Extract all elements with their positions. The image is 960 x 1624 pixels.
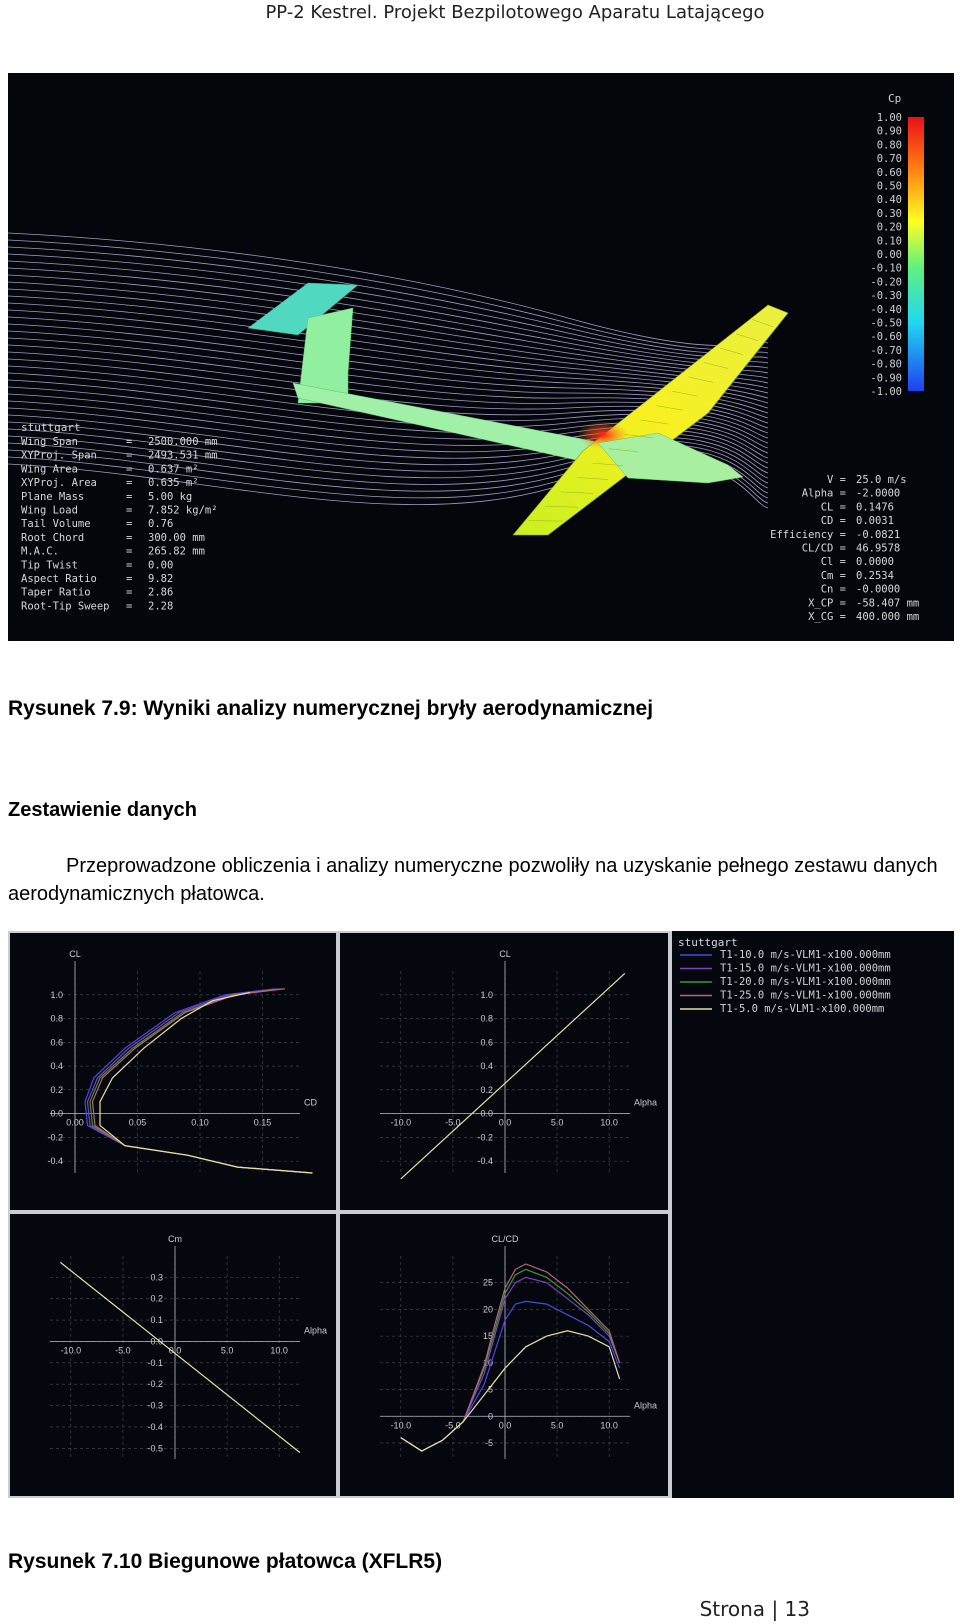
param-label: XYProj. Area xyxy=(21,477,97,490)
param-value: 265.82 mm xyxy=(148,545,205,558)
param-label: Tail Volume xyxy=(21,518,91,531)
x-tick-label: 0.10 xyxy=(191,1117,209,1128)
y-tick-label: -5 xyxy=(484,1437,493,1448)
param-label: Wing Load xyxy=(21,504,78,517)
y-tick-label: -0.4 xyxy=(47,1156,63,1167)
result-label: X_CP = xyxy=(808,597,846,610)
y-axis-label: CL xyxy=(69,949,81,959)
param-equals: = xyxy=(126,449,133,462)
streamline xyxy=(8,282,768,378)
polar-legend xyxy=(672,931,954,1498)
x-tick-label: 5.0 xyxy=(550,1420,564,1431)
param-equals: = xyxy=(126,531,133,544)
result-value: 0.1476 xyxy=(856,501,894,514)
result-label: X_CG = xyxy=(808,611,846,623)
cp-legend-value: -0.90 xyxy=(870,372,902,385)
param-label: Wing Area xyxy=(21,463,78,476)
paragraph-text: Przeprowadzone obliczenia i analizy numeryczne pozwoliły na uzyskanie pełnego zestawu danych aerodynamicznych płatowca. xyxy=(8,855,938,905)
param-label: M.A.C. xyxy=(21,545,59,558)
param-equals: = xyxy=(126,600,133,613)
plane-name: stuttgart xyxy=(21,421,81,434)
result-label: Efficiency = xyxy=(770,528,846,541)
x-tick-label: -10.0 xyxy=(390,1117,412,1128)
chart-background xyxy=(340,1214,668,1496)
plane-parameters xyxy=(21,436,218,612)
result-label: V = xyxy=(827,474,846,486)
param-value: 2500.000 mm xyxy=(148,436,218,448)
x-tick-label: 0.0 xyxy=(168,1345,182,1356)
result-value: 0.2534 xyxy=(856,569,894,582)
y-tick-label: -0.5 xyxy=(147,1443,163,1454)
polar-chart-4 xyxy=(340,1214,668,1496)
x-tick-label: -10.0 xyxy=(390,1420,412,1431)
x-tick-label: 0.0 xyxy=(498,1420,512,1431)
result-value: 25.0 m/s xyxy=(856,474,907,486)
cp-legend-value: -0.40 xyxy=(870,303,902,316)
y-tick-label: 0.0 xyxy=(150,1336,163,1347)
figure1-caption: Rysunek 7.9: Wyniki analizy numerycznej bryły aerodynamicznej xyxy=(8,697,654,720)
x-tick-label: 10.0 xyxy=(270,1345,288,1356)
cp-legend-value: -0.50 xyxy=(870,317,902,330)
y-axis-label: CL/CD xyxy=(491,1234,519,1244)
param-equals: = xyxy=(126,545,133,558)
cp-legend-value: 0.40 xyxy=(876,194,902,207)
chart-background xyxy=(340,933,668,1210)
param-value: 0.635 m² xyxy=(148,477,199,490)
y-tick-label: -0.2 xyxy=(477,1132,493,1143)
param-label: XYProj. Span xyxy=(21,449,97,462)
result-value: 400.000 mm xyxy=(856,611,920,623)
param-label: Tip Twist xyxy=(21,559,78,572)
param-value: 2.86 xyxy=(148,586,174,599)
param-value: 0.76 xyxy=(148,518,174,531)
polar-chart-1 xyxy=(10,933,336,1210)
cp-color-bar xyxy=(908,117,924,391)
y-tick-label: -0.3 xyxy=(147,1400,163,1411)
cp-legend-value: 0.20 xyxy=(876,221,902,234)
y-tick-label: 0.0 xyxy=(480,1108,493,1119)
streamline xyxy=(8,317,768,403)
x-tick-label: 0.05 xyxy=(128,1117,147,1128)
x-axis-label: CD xyxy=(304,1097,317,1108)
result-value: 0.0031 xyxy=(856,515,894,528)
legend-entry: T1-25.0 m/s-VLM1-x100.000mm xyxy=(720,989,891,1002)
result-value: -2.0000 xyxy=(856,487,901,500)
result-label: Alpha = xyxy=(801,487,846,500)
param-label: Wing Span xyxy=(21,436,78,448)
x-tick-label: 0.00 xyxy=(66,1117,84,1128)
result-label: Cn = xyxy=(820,583,846,596)
y-tick-label: 0.1 xyxy=(150,1315,163,1326)
param-equals: = xyxy=(126,477,133,490)
footer-separator: | xyxy=(771,1597,779,1621)
result-label: Cm = xyxy=(820,569,846,582)
x-tick-label: -5.0 xyxy=(445,1420,461,1431)
y-tick-label: 0 xyxy=(487,1411,493,1422)
flight-results xyxy=(770,474,919,623)
y-tick-label: 10 xyxy=(482,1357,493,1368)
y-tick-label: 0.2 xyxy=(480,1084,493,1095)
cp-legend-value: -0.30 xyxy=(870,290,902,303)
param-value: 2.28 xyxy=(148,600,174,613)
result-value: -58.407 mm xyxy=(856,597,920,610)
x-tick-label: 0.0 xyxy=(498,1117,512,1128)
polar-charts xyxy=(8,931,954,1498)
cp-legend-value: 0.00 xyxy=(876,249,902,261)
y-tick-label: 15 xyxy=(482,1331,493,1342)
y-tick-label: -0.2 xyxy=(47,1132,63,1143)
result-label: CL = xyxy=(820,501,846,514)
cp-legend-value: -0.80 xyxy=(870,358,902,371)
footer-page-label: Strona xyxy=(699,1597,766,1621)
param-equals: = xyxy=(126,586,133,599)
x-tick-label: 10.0 xyxy=(600,1117,618,1128)
legend-entry: T1-15.0 m/s-VLM1-x100.000mm xyxy=(720,962,891,975)
chart-background xyxy=(10,933,336,1210)
param-equals: = xyxy=(126,436,133,448)
y-tick-label: 5 xyxy=(487,1384,493,1395)
param-value: 2493.531 mm xyxy=(148,449,218,462)
y-tick-label: -0.1 xyxy=(147,1357,163,1368)
streamline xyxy=(8,247,768,353)
section-paragraph xyxy=(8,852,938,908)
cp-legend-value: 1.00 xyxy=(876,112,902,124)
y-tick-label: 1.0 xyxy=(480,989,493,1000)
result-label: CD = xyxy=(820,515,846,528)
y-tick-label: 0.8 xyxy=(50,1013,63,1024)
cp-legend-value: -1.00 xyxy=(870,386,902,398)
param-value: 0.637 m² xyxy=(148,463,199,476)
y-tick-label: 0.4 xyxy=(480,1061,493,1072)
param-value: 5.00 kg xyxy=(148,490,193,503)
streamline xyxy=(8,289,768,383)
param-value: 300.00 mm xyxy=(148,531,205,544)
param-equals: = xyxy=(126,463,133,476)
legend-entry: T1-5.0 m/s-VLM1-x100.000mm xyxy=(720,1003,885,1015)
result-value: 46.9578 xyxy=(856,542,901,555)
cp-legend-value: -0.70 xyxy=(870,344,902,357)
cp-legend-value: -0.20 xyxy=(870,276,902,289)
param-value: 0.00 xyxy=(148,559,174,572)
cp-legend-title: Cp xyxy=(888,92,902,105)
x-axis-label: Alpha xyxy=(634,1400,658,1411)
x-tick-label: -5.0 xyxy=(445,1117,461,1128)
y-tick-label: -0.4 xyxy=(477,1156,493,1167)
param-equals: = xyxy=(126,504,133,517)
cp-legend-value: -0.10 xyxy=(870,262,902,275)
page-footer xyxy=(700,1597,810,1621)
cp-legend-value: 0.60 xyxy=(876,166,902,179)
param-label: Root Chord xyxy=(21,531,85,544)
cp-legend-value: 0.10 xyxy=(876,235,902,248)
polars-figure xyxy=(8,931,954,1498)
param-value: 9.82 xyxy=(148,573,174,585)
y-axis-label: CL xyxy=(499,949,511,959)
page-header: PP-2 Kestrel. Projekt Bezpilotowego Aparatu Latającego xyxy=(265,2,765,23)
cp-legend-value: 0.70 xyxy=(876,153,902,166)
result-value: -0.0821 xyxy=(856,528,901,541)
result-value: 0.0000 xyxy=(856,556,894,569)
x-tick-label: -5.0 xyxy=(115,1345,131,1356)
param-label: Aspect Ratio xyxy=(21,573,97,585)
cp-legend-value: 0.80 xyxy=(876,139,902,152)
streamline xyxy=(8,233,768,346)
param-equals: = xyxy=(126,518,133,531)
y-tick-label: 0.4 xyxy=(50,1061,63,1072)
y-tick-label: -0.4 xyxy=(147,1421,163,1432)
cp-legend-value: 0.50 xyxy=(876,180,902,193)
y-tick-label: 0.3 xyxy=(150,1272,163,1283)
figure2-caption: Rysunek 7.10 Biegunowe płatowca (XFLR5) xyxy=(8,1550,443,1573)
result-label: CL/CD = xyxy=(801,542,846,555)
x-tick-label: 10.0 xyxy=(600,1420,618,1431)
y-tick-label: -0.2 xyxy=(147,1379,163,1390)
polar-legend-title: stuttgart xyxy=(678,936,738,949)
param-equals: = xyxy=(126,573,133,585)
cp-legend-value: 0.90 xyxy=(876,125,902,138)
section-title: Zestawienie danych xyxy=(8,799,197,821)
x-tick-label: 0.15 xyxy=(253,1117,272,1128)
x-tick-label: -10.0 xyxy=(60,1345,82,1356)
y-axis-label: Cm xyxy=(168,1234,182,1244)
param-label: Taper Ratio xyxy=(21,586,91,599)
y-tick-label: 25 xyxy=(482,1277,493,1288)
legend-entry: T1-10.0 m/s-VLM1-x100.000mm xyxy=(720,949,891,961)
footer-page-number: 13 xyxy=(784,1597,810,1621)
y-tick-label: 0.0 xyxy=(50,1108,63,1119)
cp-legend-value: -0.60 xyxy=(870,331,902,344)
param-label: Root-Tip Sweep xyxy=(21,600,110,613)
y-tick-label: 0.2 xyxy=(50,1084,63,1095)
y-tick-label: 0.6 xyxy=(50,1037,63,1048)
x-axis-label: Alpha xyxy=(634,1097,658,1108)
aircraft-render xyxy=(8,73,954,641)
y-tick-label: 0.8 xyxy=(480,1013,493,1024)
cp-legend-value: 0.30 xyxy=(876,207,902,220)
x-tick-label: 5.0 xyxy=(550,1117,564,1128)
result-label: Cl = xyxy=(820,556,846,569)
x-axis-label: Alpha xyxy=(304,1325,328,1336)
param-equals: = xyxy=(126,490,133,503)
y-tick-label: 0.6 xyxy=(480,1037,493,1048)
param-equals: = xyxy=(126,559,133,572)
legend-entry: T1-20.0 m/s-VLM1-x100.000mm xyxy=(720,976,891,988)
cp-render-figure xyxy=(8,73,954,641)
x-tick-label: 5.0 xyxy=(220,1345,234,1356)
param-value: 7.852 kg/m² xyxy=(148,504,218,517)
polar-chart-2 xyxy=(340,933,668,1210)
cp-legend-values xyxy=(870,112,902,398)
polar-chart-3 xyxy=(10,1214,336,1496)
y-tick-label: 1.0 xyxy=(50,989,63,1000)
param-label: Plane Mass xyxy=(21,490,85,503)
streamline xyxy=(8,275,768,373)
y-tick-label: 20 xyxy=(482,1304,493,1315)
streamline xyxy=(8,303,768,393)
result-value: -0.0000 xyxy=(856,583,901,596)
y-tick-label: 0.2 xyxy=(150,1293,163,1304)
